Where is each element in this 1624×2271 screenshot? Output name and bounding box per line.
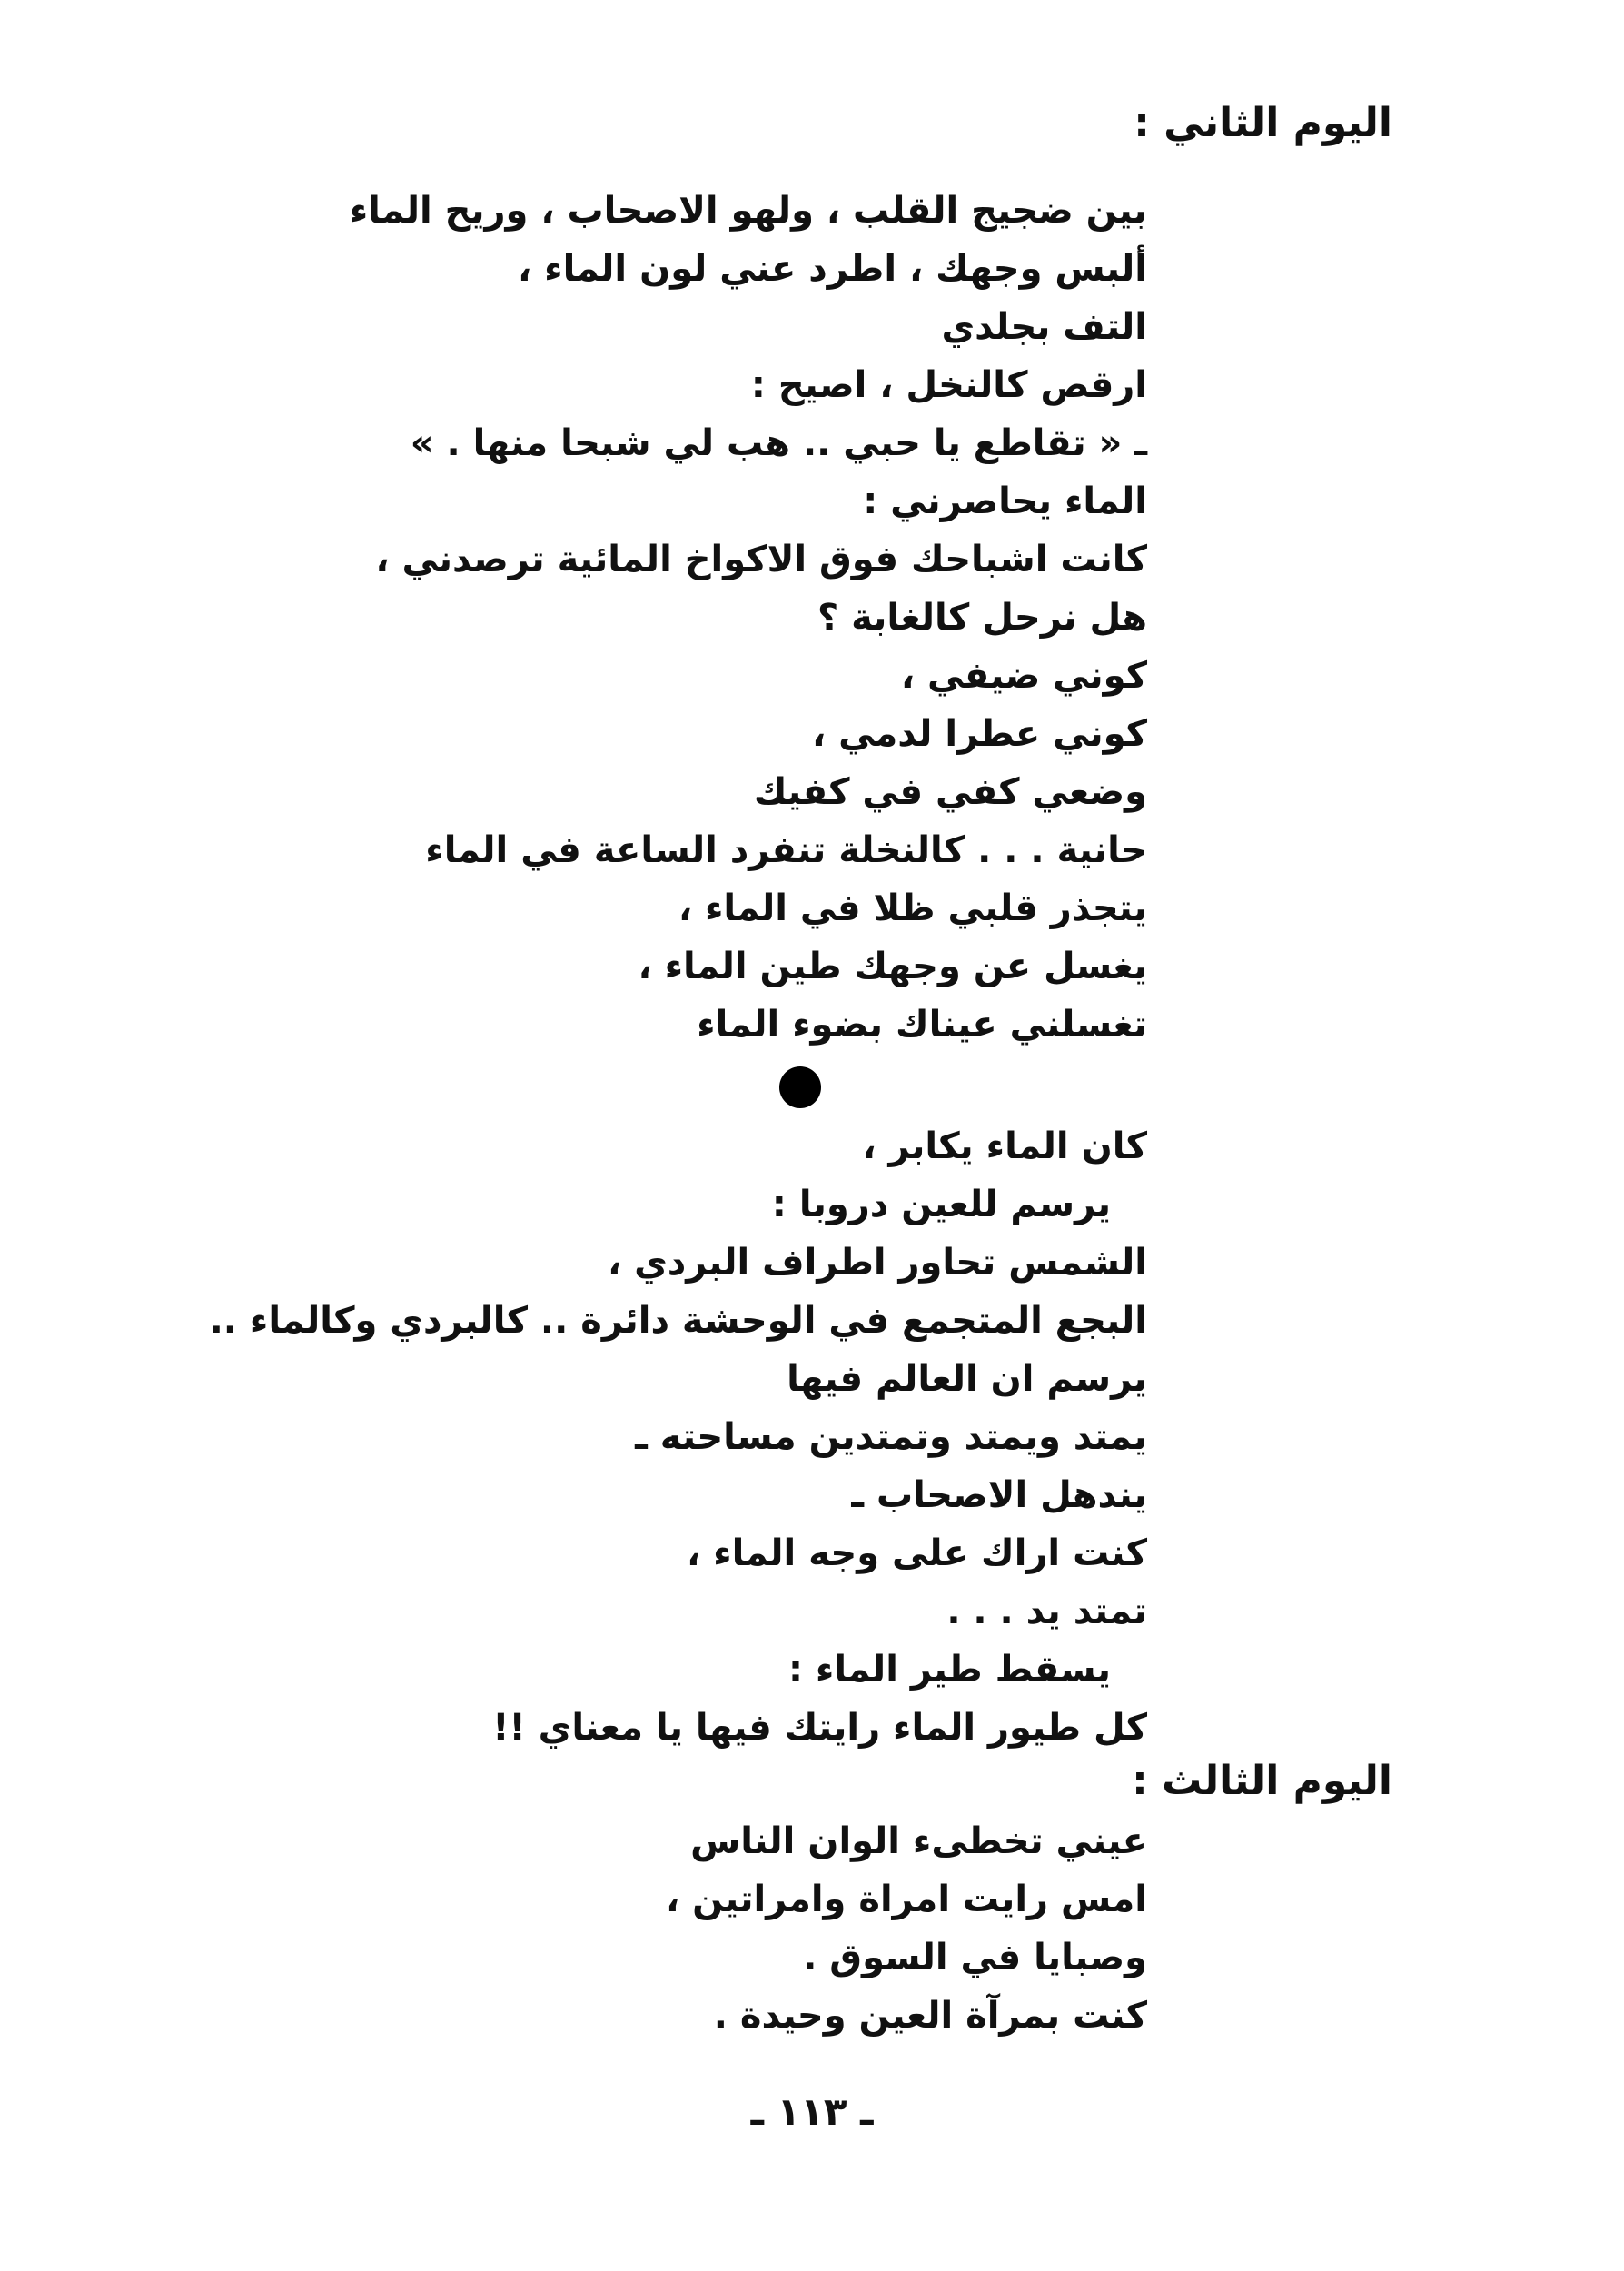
poem-line: كان الماء يكابر ، bbox=[862, 1126, 1147, 1167]
poem-line: يتجذر قلبي ظلا في الماء ، bbox=[678, 888, 1147, 929]
poem-line: كانت اشباحك فوق الاكواخ المائية ترصدني ، bbox=[375, 539, 1147, 580]
poem-stanza-one bbox=[0, 182, 1147, 1054]
poem-line: يرسم للعين دروبا : bbox=[771, 1184, 1111, 1225]
poem-line: البجع المتجمع في الوحشة دائرة .. كالبردي وكالماء .. bbox=[209, 1300, 1147, 1342]
poem-line: بين ضجيج القلب ، ولهو الاصحاب ، وريح الماء bbox=[349, 190, 1147, 232]
poem-line: وضعي كفي في كفيك bbox=[753, 771, 1147, 813]
poem-line: ـ « تقاطع يا حبي .. هب لي شبحا منها . » bbox=[410, 422, 1147, 464]
poem-line: عيني تخطىء الوان الناس bbox=[690, 1820, 1147, 1862]
poem-line: الماء يحاصرني : bbox=[863, 481, 1147, 522]
poem-line: هل نرحل كالغابة ؟ bbox=[817, 597, 1147, 639]
poem-line: يسقط طير الماء : bbox=[787, 1649, 1111, 1691]
poem-line: كنت اراك على وجه الماء ، bbox=[687, 1532, 1147, 1574]
page-number: ـ ١١٣ ـ bbox=[750, 2089, 874, 2134]
poem-line: كنت بمرآة العين وحيدة . bbox=[713, 1995, 1147, 2037]
poem-stanza-three bbox=[0, 1812, 1147, 2045]
poem-line: التف بجلدي bbox=[941, 306, 1147, 348]
stanza-separator-dot bbox=[779, 1066, 821, 1108]
poem-line: كوني ضيفي ، bbox=[900, 655, 1147, 697]
poem-line: حانية . . . كالنخلة تنفرد الساعة في الماء bbox=[425, 829, 1147, 871]
poem-line: يغسل عن وجهك طين الماء ، bbox=[638, 946, 1147, 987]
section-heading-day-two: اليوم الثاني : bbox=[1134, 100, 1392, 146]
poem-line: ألبس وجهك ، اطرد عني لون الماء ، bbox=[518, 248, 1147, 290]
poem-stanza-two bbox=[0, 1117, 1147, 1757]
poem-line: كوني عطرا لدمي ، bbox=[811, 713, 1147, 755]
poem-line: كل طيور الماء رايتك فيها يا معناي !! bbox=[492, 1707, 1147, 1749]
poem-line: يمتد ويمتد وتمتدين مساحته ـ bbox=[635, 1416, 1147, 1458]
poem-line: يندهل الاصحاب ـ bbox=[851, 1474, 1147, 1516]
poem-line: وصبايا في السوق . bbox=[803, 1937, 1147, 1978]
poem-line: ارقص كالنخل ، اصيح : bbox=[750, 364, 1147, 406]
poem-line: الشمس تحاور اطراف البردي ، bbox=[607, 1242, 1147, 1284]
poem-line: تمتد يد . . . bbox=[946, 1591, 1147, 1632]
poem-line: يرسم ان العالم فيها bbox=[787, 1358, 1147, 1400]
poem-line: امس رايت امراة وامراتين ، bbox=[666, 1879, 1147, 1920]
poem-line: تغسلني عيناك بضوء الماء bbox=[697, 1004, 1147, 1046]
section-heading-day-three: اليوم الثالث : bbox=[1132, 1758, 1392, 1804]
